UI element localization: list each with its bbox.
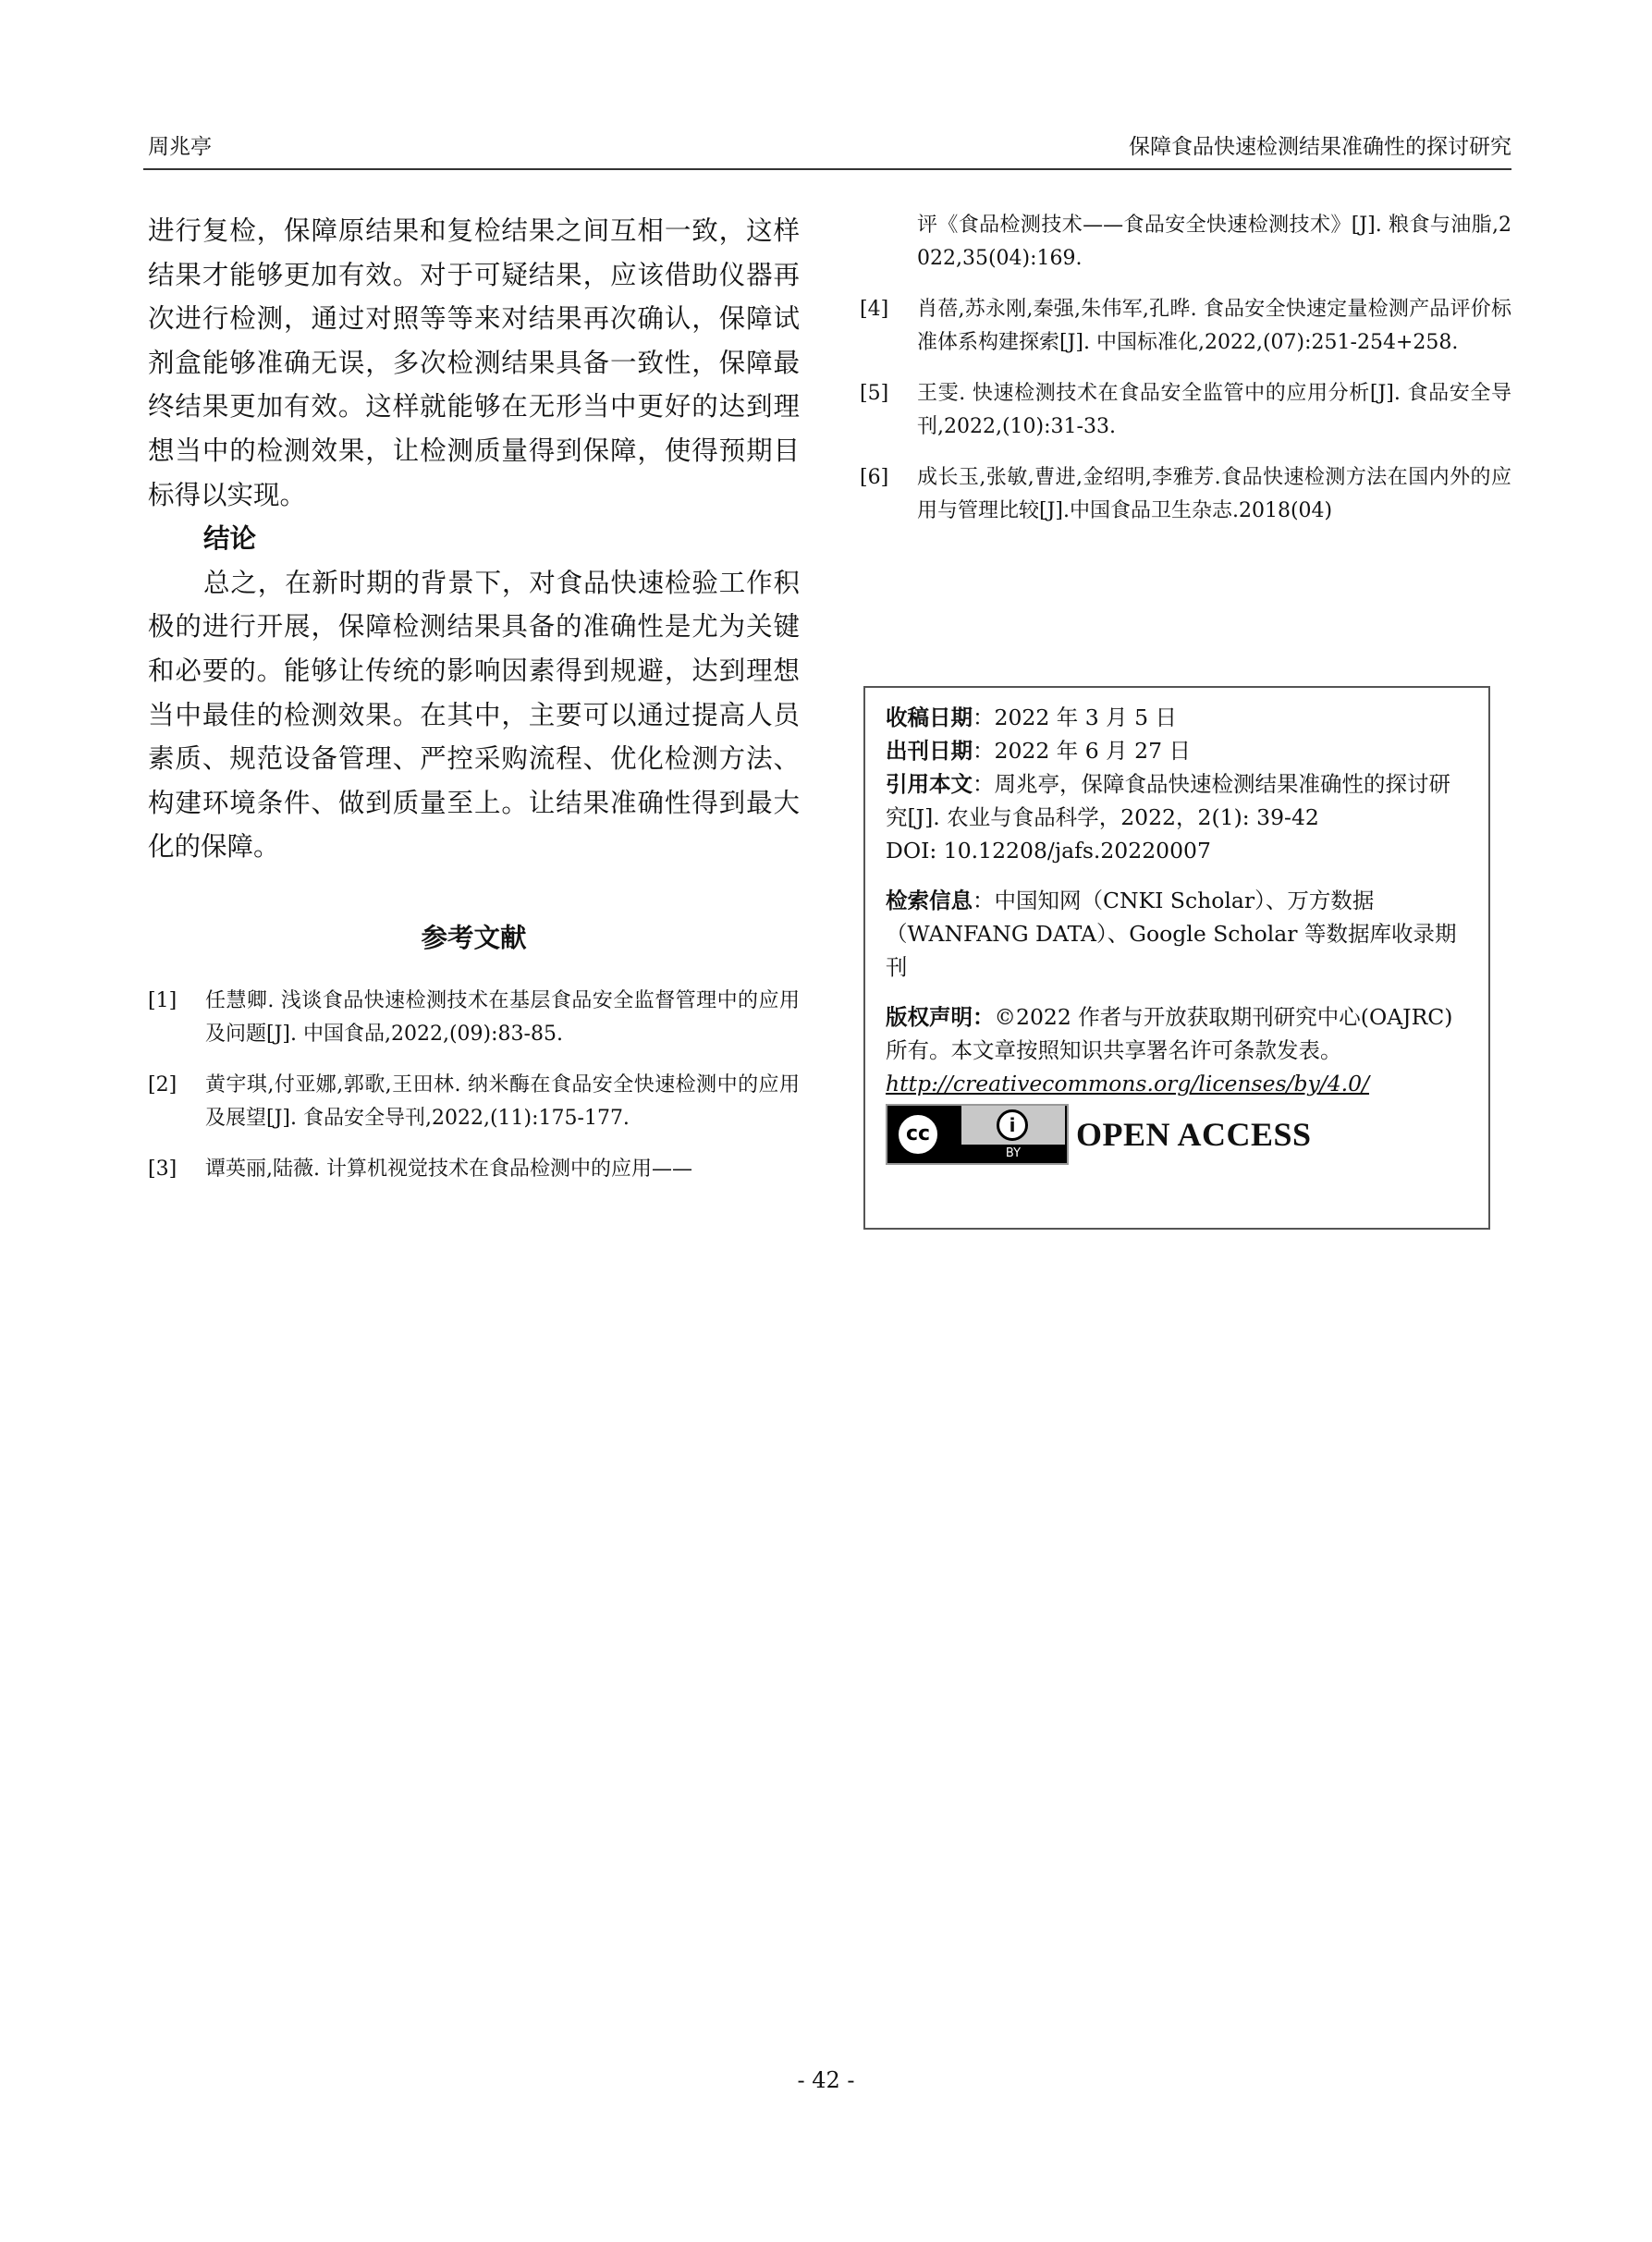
received-date xyxy=(886,701,1468,734)
copyright-label: 版权声明： xyxy=(886,1004,995,1030)
reference-number: [4] xyxy=(860,298,889,321)
cc-by-license-icon[interactable] xyxy=(886,1104,1069,1165)
right-column xyxy=(860,209,1511,545)
reference-item xyxy=(148,985,800,1051)
references-title: 参考文献 xyxy=(421,922,527,953)
conclusion-paragraph: 总之，在新时期的背景下，对食品快速检验工作积极的进行开展，保障检测结果具备的准确性是尤为关键和必要的。能够让传统的影响因素得到规避，达到理想当中最佳的检测效果。在其中，主要可以通过提高人员素质、规范设备管理、严控采购流程、优化检测方法、构建环境条件、做到质量至上。让结果准确性得到最大化的保障。 xyxy=(148,567,800,863)
reference-number: [5] xyxy=(860,382,889,405)
reference-number: [3] xyxy=(148,1157,177,1181)
reference-text: 谭英丽,陆薇. 计算机视觉技术在食品检测中的应用—— xyxy=(205,1157,692,1181)
left-column xyxy=(148,209,800,1204)
by-panel xyxy=(961,1106,1065,1163)
index-info xyxy=(886,884,1468,984)
index-label: 检索信息 xyxy=(886,888,973,913)
index-value: ：中国知网（CNKI Scholar）、万方数据（WANFANG DATA）、Google Scholar 等数据库收录期刊 xyxy=(886,888,1457,980)
reference-number: [2] xyxy=(148,1072,177,1096)
attribution-icon: i xyxy=(997,1109,1028,1141)
doi: DOI: 10.12208/jafs.20220007 xyxy=(886,838,1211,864)
open-access-label: OPEN ACCESS xyxy=(1076,1116,1312,1153)
reference-number: [1] xyxy=(148,988,177,1012)
reference-item xyxy=(860,377,1511,444)
copyright-statement xyxy=(886,1000,1468,1100)
article-info-box xyxy=(863,686,1490,1230)
reference-number: [6] xyxy=(860,466,889,489)
open-access-row xyxy=(886,1104,1468,1165)
running-header-title: 保障食品快速检测结果准确性的探讨研究 xyxy=(1129,135,1511,159)
received-value: ：2022 年 3 月 5 日 xyxy=(973,704,1178,730)
reference-text: 肖蓓,苏永刚,秦强,朱伟军,孔晔. 食品安全快速定量检测产品评价标准体系构建探索[J]. 中国标准化,2022,(07):251-254+258. xyxy=(917,298,1511,354)
reference-item xyxy=(860,461,1511,528)
reference-item xyxy=(148,1069,800,1135)
reference-text: 王雯. 快速检测技术在食品安全监管中的应用分析[J]. 食品安全导刊,2022,(10):31-33. xyxy=(917,382,1511,438)
header-divider xyxy=(143,168,1511,170)
citation xyxy=(886,767,1468,834)
received-label: 收稿日期 xyxy=(886,704,973,730)
reference-text: 黄宇琪,付亚娜,郭歌,王田林. 纳米酶在食品安全快速检测中的应用及展望[J]. 食品安全导刊,2022,(11):175-177. xyxy=(205,1072,800,1130)
page-number: - 42 - xyxy=(797,2067,855,2093)
published-date xyxy=(886,734,1468,767)
body-paragraph: 进行复检，保障原结果和复检结果之间互相一致，这样结果才能够更加有效。对于可疑结果，应该借助仪器再次进行检测，通过对照等等来对结果再次确认，保障试剂盒能够准确无误，多次检测结果具备一致性，保障最终结果更加有效。这样就能够在无形当中更好的达到理想当中的检测效果，让检测质量得到保障，使得预期目标得以实现。 xyxy=(148,215,800,510)
reference-item xyxy=(148,1153,800,1186)
reference-text: 任慧卿. 浅谈食品快速检测技术在基层食品安全监督管理中的应用及问题[J]. 中国食品,2022,(09):83-85. xyxy=(205,988,800,1046)
reference-continuation: 评《食品检测技术——食品安全快速检测技术》[J]. 粮食与油脂,2022,35(04):169. xyxy=(917,214,1511,270)
by-label: BY xyxy=(961,1145,1065,1163)
cc-icon: cc xyxy=(895,1111,941,1158)
reference-item xyxy=(860,293,1511,360)
running-header-author: 周兆亭 xyxy=(148,135,212,159)
copyright-value: ©2022 作者与开放获取期刊研究中心(OAJRC)所有。本文章按照知识共享署名许可条款发表。 xyxy=(886,1004,1453,1063)
published-value: ：2022 年 6 月 27 日 xyxy=(973,738,1192,764)
citation-value: ：周兆亭，保障食品快速检测结果准确性的探讨研究[J]. 农业与食品科学，2022，2(1): 39-42 xyxy=(886,771,1450,830)
conclusion-heading: 结论 xyxy=(203,523,257,555)
published-label: 出刊日期 xyxy=(886,738,973,764)
reference-text: 成长玉,张敏,曹进,金绍明,李雅芳.食品快速检测方法在国内外的应用与管理比较[J].中国食品卫生杂志.2018(04) xyxy=(917,466,1511,522)
citation-label: 引用本文 xyxy=(886,771,973,797)
license-link[interactable]: http://creativecommons.org/licenses/by/4.0/ xyxy=(886,1071,1370,1096)
